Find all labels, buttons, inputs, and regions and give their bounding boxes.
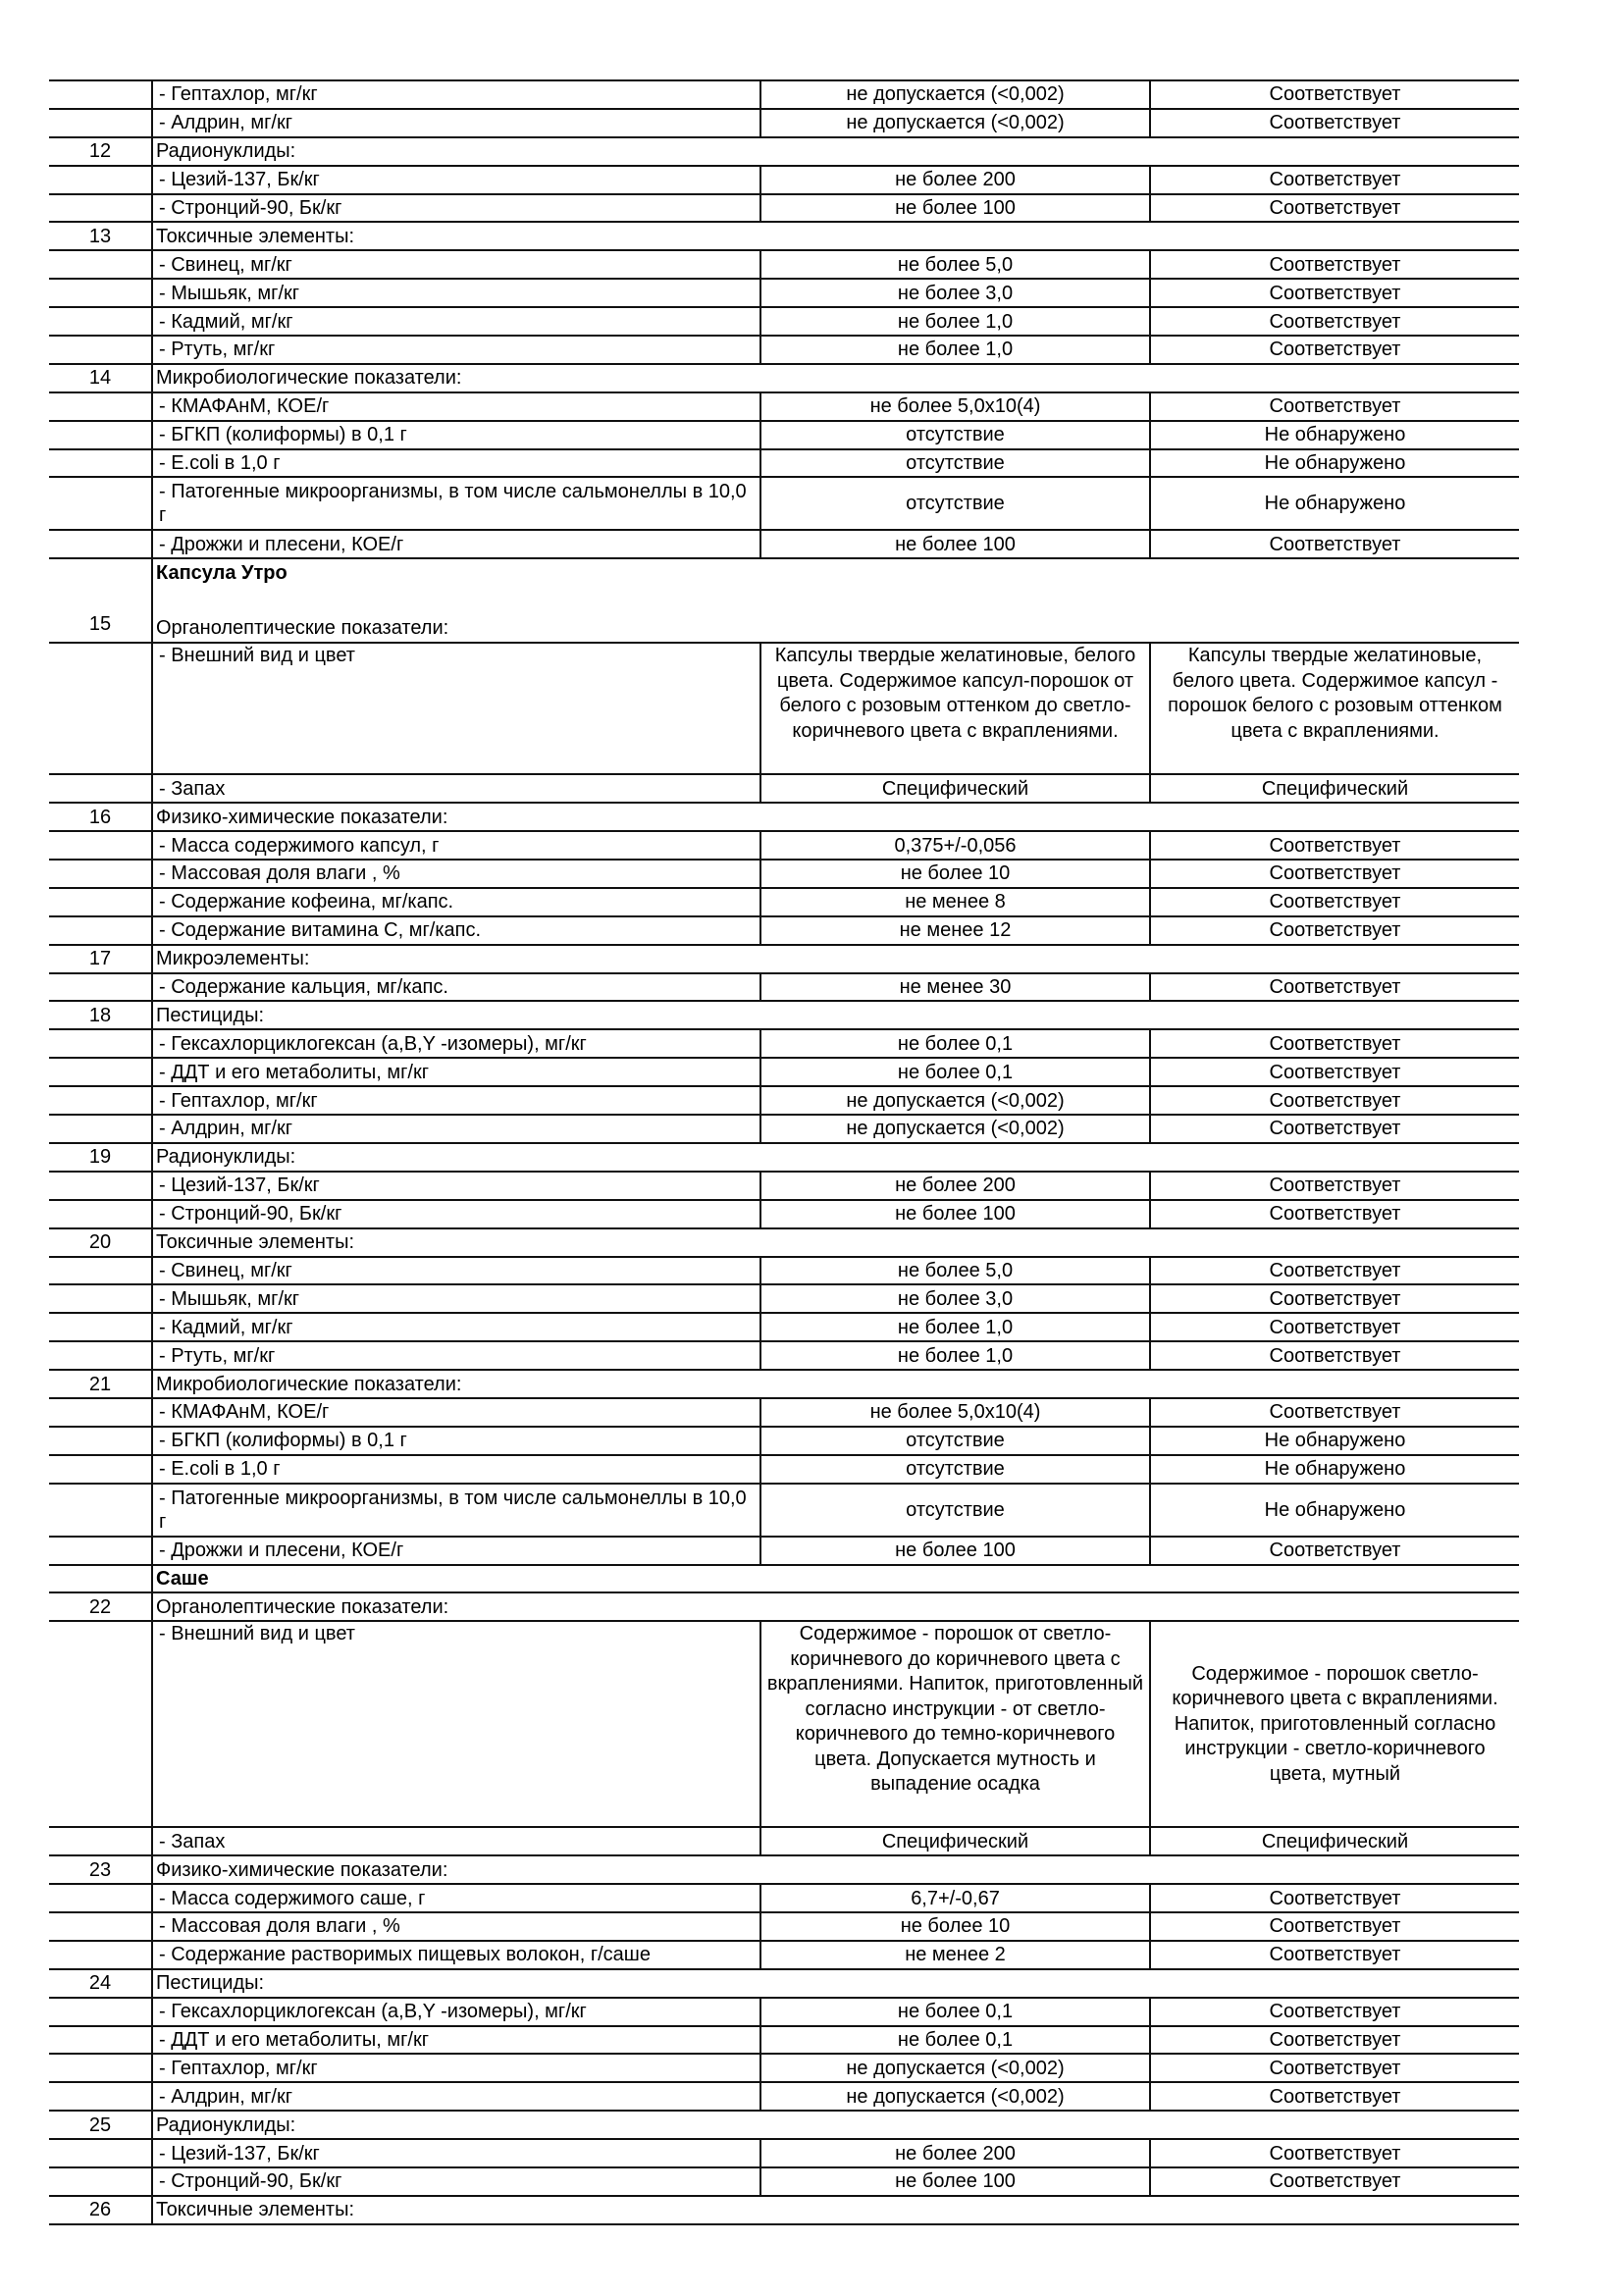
result-value: Не обнаружено [1264,493,1406,515]
row-number: 26 [49,2196,152,2224]
result-value: Соответствует [1269,834,1401,857]
section-cell [152,558,1519,643]
row-number [49,166,152,194]
section-title: Органолептические показатели: [156,1595,449,1618]
norm-value: не допускается (<0,002) [760,2054,1150,2082]
section-title: Радионуклиды: [156,2113,296,2136]
table-row [49,2026,1519,2055]
section-title: Токсичные элементы: [156,225,355,247]
table-row [49,831,1519,860]
row-number: 17 [49,945,152,973]
result-value: Капсулы твердые желатиновые, белого цвета. Содержимое капсул - порошок белого с розовым оттенком цвета с вкраплениями. [1168,645,1502,742]
indicator-label: - Алдрин, мг/кг [152,109,760,137]
table-row [49,2167,1519,2196]
result-value: Соответствует [1269,919,1401,942]
norm-value: отсутствие [760,1427,1150,1455]
norm-value: не более 100 [760,530,1150,558]
indicator-label: - Массовая доля влаги , % [152,1912,760,1941]
section-row [49,2196,1519,2224]
indicator-label: - E.coli в 1,0 г [152,449,760,478]
row-number [49,530,152,558]
row-number [49,1058,152,1086]
indicator-label: - Содержание растворимых пищевых волокон, г/саше [152,1941,760,1969]
result-value: Соответствует [1269,891,1401,913]
norm-value: не допускается (<0,002) [760,80,1150,109]
row-number [49,973,152,1002]
norm-value: не менее 12 [760,916,1150,945]
section-row [49,1228,1519,1257]
indicator-label: - Стронций-90, Бк/кг [152,2167,760,2196]
section-row [49,222,1519,250]
indicator-label: - Массовая доля влаги , % [152,860,760,888]
result-value: Соответствует [1269,1887,1401,1909]
result-value: Соответствует [1269,310,1401,333]
norm-value: не менее 8 [760,888,1150,916]
section-row [49,1592,1519,1621]
result-value: Соответствует [1269,1401,1401,1424]
section-row [49,1969,1519,1998]
indicator-label: - Содержание кофеина, мг/капс. [152,888,760,916]
norm-value: не более 100 [760,1200,1150,1228]
indicator-label: - КМАФАнМ, КОЕ/г [152,1398,760,1427]
result-value: Соответствует [1269,112,1401,134]
row-number [49,1284,152,1313]
table-row [49,279,1519,307]
table-row [49,1484,1519,1537]
row-number: 20 [49,1228,152,1257]
row-number: 22 [49,1592,152,1621]
result-value: Соответствует [1269,2057,1401,2079]
norm-value: не более 1,0 [760,1313,1150,1341]
table-row [49,888,1519,916]
result-value: Соответствует [1269,1089,1401,1112]
section-title: Микробиологические показатели: [156,1373,462,1395]
indicator-label: - Кадмий, мг/кг [152,1313,760,1341]
indicator-label: - Запах [152,774,760,803]
result-value: Соответствует [1269,976,1401,999]
row-number [49,2139,152,2167]
row-number [49,916,152,945]
section-title: Радионуклиды: [156,1146,296,1169]
row-number: 19 [49,1143,152,1172]
table-row [49,1398,1519,1427]
indicator-label: - Алдрин, мг/кг [152,1115,760,1143]
row-number [49,1537,152,1565]
product-group-title: Саше [156,1567,209,1590]
row-number [49,1455,152,1484]
indicator-label: - Свинец, мг/кг [152,250,760,279]
table-row [49,1313,1519,1341]
result-value: Соответствует [1269,282,1401,304]
row-number [49,1998,152,2026]
test-results-document [49,79,1519,2225]
result-value: Соответствует [1269,2085,1401,2108]
row-number [49,279,152,307]
table-row [49,973,1519,1002]
indicator-label: - Цезий-137, Бк/кг [152,1172,760,1200]
norm-value: отсутствие [760,421,1150,449]
row-number [49,1115,152,1143]
row-number: 16 [49,803,152,831]
section-title: Токсичные элементы: [156,2199,355,2221]
row-number [49,1912,152,1941]
row-number [49,1565,152,1593]
row-number [49,477,152,530]
indicator-label: - Ртуть, мг/кг [152,336,760,364]
indicator-label: - Цезий-137, Бк/кг [152,2139,760,2167]
norm-value: не более 0,1 [760,1998,1150,2026]
indicator-label: - Гептахлор, мг/кг [152,80,760,109]
row-number: 12 [49,137,152,166]
section-row [49,2111,1519,2139]
table-row [49,1086,1519,1115]
result-value: Специфический [1261,1830,1409,1852]
table-row [49,1200,1519,1228]
row-number: 13 [49,222,152,250]
norm-value: не более 1,0 [760,1341,1150,1370]
section-title: Пестициды: [156,1972,265,1995]
indicator-label: - ДДТ и его метаболиты, мг/кг [152,1058,760,1086]
norm-value: не более 5,0х10(4) [760,392,1150,421]
table-row [49,250,1519,279]
norm-value: не более 5,0х10(4) [760,1398,1150,1427]
row-number [49,421,152,449]
norm-value: 6,7+/-0,67 [760,1884,1150,1912]
result-value: Соответствует [1269,1032,1401,1055]
row-number [49,774,152,803]
table-row [49,2054,1519,2082]
row-number: 21 [49,1370,152,1398]
norm-value: Содержимое - порошок от светло-коричневого до коричневого цвета с вкраплениями. Напиток, приготовленный согласно инструкции - от светло-коричневого до темно-коричневого цвета. Допускается мутность и выпадение осадка [760,1621,1150,1827]
norm-value: не более 200 [760,166,1150,194]
row-number [49,1172,152,1200]
result-value: Соответствует [1269,2001,1401,2023]
indicator-label: - Кадмий, мг/кг [152,307,760,336]
indicator-label: - Алдрин, мг/кг [152,2082,760,2111]
row-number [49,831,152,860]
norm-value: не более 200 [760,2139,1150,2167]
table-row [49,530,1519,558]
table-row [49,1427,1519,1455]
indicator-label: - Дрожжи и плесени, КОЕ/г [152,1537,760,1565]
indicator-label: - E.coli в 1,0 г [152,1455,760,1484]
norm-value: не более 5,0 [760,250,1150,279]
table-row [49,477,1519,530]
indicator-label: - Ртуть, мг/кг [152,1341,760,1370]
result-value: Соответствует [1269,1174,1401,1197]
table-row [49,449,1519,478]
result-value: Соответствует [1269,533,1401,555]
row-number [49,1827,152,1855]
norm-value: не более 1,0 [760,307,1150,336]
section-title: Радионуклиды: [156,140,296,163]
row-number: 23 [49,1855,152,1884]
row-number [49,392,152,421]
table-row [49,194,1519,223]
indicator-label: - Цезий-137, Бк/кг [152,166,760,194]
norm-value: Специфический [760,1827,1150,1855]
norm-value: не более 3,0 [760,1284,1150,1313]
result-value: Соответствует [1269,1539,1401,1562]
table-row [49,643,1519,774]
result-value: Специфический [1261,777,1409,800]
indicator-label: - ДДТ и его метаболиты, мг/кг [152,2026,760,2055]
row-number [49,1398,152,1427]
result-value: Не обнаружено [1264,1458,1406,1481]
norm-value: не более 0,1 [760,1058,1150,1086]
table-row [49,421,1519,449]
section-row [49,1370,1519,1398]
row-number: 15 [49,558,152,643]
table-row [49,860,1519,888]
norm-value: не допускается (<0,002) [760,2082,1150,2111]
table-row [49,1257,1519,1285]
result-value: Соответствует [1269,1316,1401,1338]
row-number [49,860,152,888]
row-number [49,1086,152,1115]
result-value: Соответствует [1269,1287,1401,1310]
norm-value: не более 1,0 [760,336,1150,364]
row-number [49,2026,152,2055]
table-body [49,80,1519,2224]
row-number [49,449,152,478]
indicator-label: - Гептахлор, мг/кг [152,1086,760,1115]
row-number [49,888,152,916]
norm-value: Капсулы твердые желатиновые, белого цвета. Содержимое капсул-порошок от белого с розовым оттенком до светло-коричневого цвета с вкраплениями. [760,643,1150,774]
row-number [49,1884,152,1912]
row-number [49,250,152,279]
indicator-label: - Гексахлорциклогексан (a,B,Y -изомеры), мг/кг [152,1998,760,2026]
norm-value: не более 5,0 [760,1257,1150,1285]
norm-value: Специфический [760,774,1150,803]
table-row [49,307,1519,336]
indicator-label: - Масса содержимого капсул, г [152,831,760,860]
table-row [49,2139,1519,2167]
norm-value: отсутствие [760,477,1150,530]
section-row [49,1855,1519,1884]
table-row [49,392,1519,421]
result-value: Соответствует [1269,1203,1401,1226]
result-value: Не обнаружено [1264,452,1406,475]
row-number [49,1257,152,1285]
indicator-label: - Патогенные микроорганизмы, в том числе сальмонеллы в 10,0 г [152,477,760,530]
table-row [49,1058,1519,1086]
indicator-label: - БГКП (колиформы) в 0,1 г [152,421,760,449]
norm-value: не более 100 [760,194,1150,223]
result-value: Соответствует [1269,1061,1401,1083]
section-row [49,364,1519,392]
row-number [49,336,152,364]
indicator-label: - Дрожжи и плесени, КОЕ/г [152,530,760,558]
result-value: Соответствует [1269,339,1401,361]
product-group-title: Капсула Утро [156,562,288,585]
row-number [49,2167,152,2196]
table-row [49,1884,1519,1912]
norm-value: не более 10 [760,860,1150,888]
table-row [49,1115,1519,1143]
indicator-label: - Внешний вид и цвет [152,643,760,774]
section-row [49,803,1519,831]
section-row [49,1001,1519,1029]
table-row [49,1537,1519,1565]
row-number: 25 [49,2111,152,2139]
result-value: Соответствует [1269,2142,1401,2165]
indicator-label: - Внешний вид и цвет [152,1621,760,1827]
row-number: 18 [49,1001,152,1029]
norm-value: не более 0,1 [760,2026,1150,2055]
result-value: Не обнаружено [1264,1430,1406,1452]
row-number [49,1029,152,1058]
table-row [49,916,1519,945]
indicator-label: - Запах [152,1827,760,1855]
indicator-label: - Мышьяк, мг/кг [152,279,760,307]
table-row [49,1455,1519,1484]
norm-value: не более 0,1 [760,1029,1150,1058]
row-number [49,194,152,223]
result-value: Соответствует [1269,862,1401,885]
result-value: Не обнаружено [1264,424,1406,446]
indicator-label: - Стронций-90, Бк/кг [152,194,760,223]
indicator-label: - Содержание витамина С, мг/капс. [152,916,760,945]
section-title: Органолептические показатели: [156,617,449,640]
norm-value: не более 100 [760,2167,1150,2196]
section-title: Физико-химические показатели: [156,806,448,828]
table-row [49,336,1519,364]
indicator-label: - Стронций-90, Бк/кг [152,1200,760,1228]
row-number [49,80,152,109]
row-number [49,1941,152,1969]
table-row [49,1284,1519,1313]
norm-value: отсутствие [760,1455,1150,1484]
table-row [49,1827,1519,1855]
section-row [49,945,1519,973]
row-number: 24 [49,1969,152,1998]
section-title: Микроэлементы: [156,948,310,970]
section-title: Микробиологические показатели: [156,367,462,390]
result-value: Соответствует [1269,395,1401,418]
norm-value: 0,375+/-0,056 [760,831,1150,860]
section-row [49,558,1519,643]
result-value: Соответствует [1269,83,1401,106]
result-value: Соответствует [1269,1259,1401,1281]
indicator-label: - Гептахлор, мг/кг [152,2054,760,2082]
table-row [49,2082,1519,2111]
test-results-table [49,79,1519,2225]
row-number [49,1200,152,1228]
row-number [49,643,152,774]
indicator-label: - Патогенные микроорганизмы, в том числе сальмонеллы в 10,0 г [152,1484,760,1537]
indicator-label: - Масса содержимого саше, г [152,1884,760,1912]
norm-value: не менее 2 [760,1941,1150,1969]
row-number [49,1484,152,1537]
result-value: Соответствует [1269,169,1401,191]
indicator-label: - Свинец, мг/кг [152,1257,760,1285]
section-title: Физико-химические показатели: [156,1858,448,1881]
norm-value: не допускается (<0,002) [760,109,1150,137]
norm-value: не допускается (<0,002) [760,1086,1150,1115]
row-number [49,2054,152,2082]
norm-value: не менее 30 [760,973,1150,1002]
table-row [49,109,1519,137]
norm-value: не более 3,0 [760,279,1150,307]
row-number [49,1313,152,1341]
table-row [49,1941,1519,1969]
result-value: Соответствует [1269,1118,1401,1140]
section-row [49,137,1519,166]
section-title: Пестициды: [156,1004,265,1026]
row-number [49,1341,152,1370]
indicator-label: - Содержание кальция, мг/капс. [152,973,760,1002]
table-row [49,774,1519,803]
product-group-row [49,1565,1519,1593]
result-value: Соответствует [1269,2028,1401,2051]
norm-value: не более 100 [760,1537,1150,1565]
section-title: Токсичные элементы: [156,1231,355,1254]
table-row [49,1912,1519,1941]
row-number: 14 [49,364,152,392]
norm-value: отсутствие [760,449,1150,478]
table-row [49,1341,1519,1370]
row-number [49,1427,152,1455]
result-value: Соответствует [1269,1915,1401,1938]
result-value: Соответствует [1269,253,1401,276]
table-row [49,80,1519,109]
row-number [49,109,152,137]
result-value: Соответствует [1269,1944,1401,1966]
result-value: Содержимое - порошок светло-коричневого цвета с вкраплениями. Напиток, приготовленный согласно инструкции - светло-коричневого цвета, мутный [1172,1662,1498,1785]
table-row [49,166,1519,194]
table-row [49,1172,1519,1200]
result-value: Соответствует [1269,2170,1401,2193]
indicator-label: - БГКП (колиформы) в 0,1 г [152,1427,760,1455]
indicator-label: - Гексахлорциклогексан (a,B,Y -изомеры), мг/кг [152,1029,760,1058]
result-value: Соответствует [1269,197,1401,219]
section-row [49,1143,1519,1172]
table-row [49,1029,1519,1058]
norm-value: отсутствие [760,1484,1150,1537]
indicator-label: - КМАФАнМ, КОЕ/г [152,392,760,421]
row-number [49,2082,152,2111]
indicator-label: - Мышьяк, мг/кг [152,1284,760,1313]
table-row [49,1621,1519,1827]
table-row [49,1998,1519,2026]
row-number [49,307,152,336]
result-value: Не обнаружено [1264,1498,1406,1521]
row-number [49,1621,152,1827]
norm-value: не более 10 [760,1912,1150,1941]
result-value: Соответствует [1269,1344,1401,1367]
norm-value: не допускается (<0,002) [760,1115,1150,1143]
norm-value: не более 200 [760,1172,1150,1200]
